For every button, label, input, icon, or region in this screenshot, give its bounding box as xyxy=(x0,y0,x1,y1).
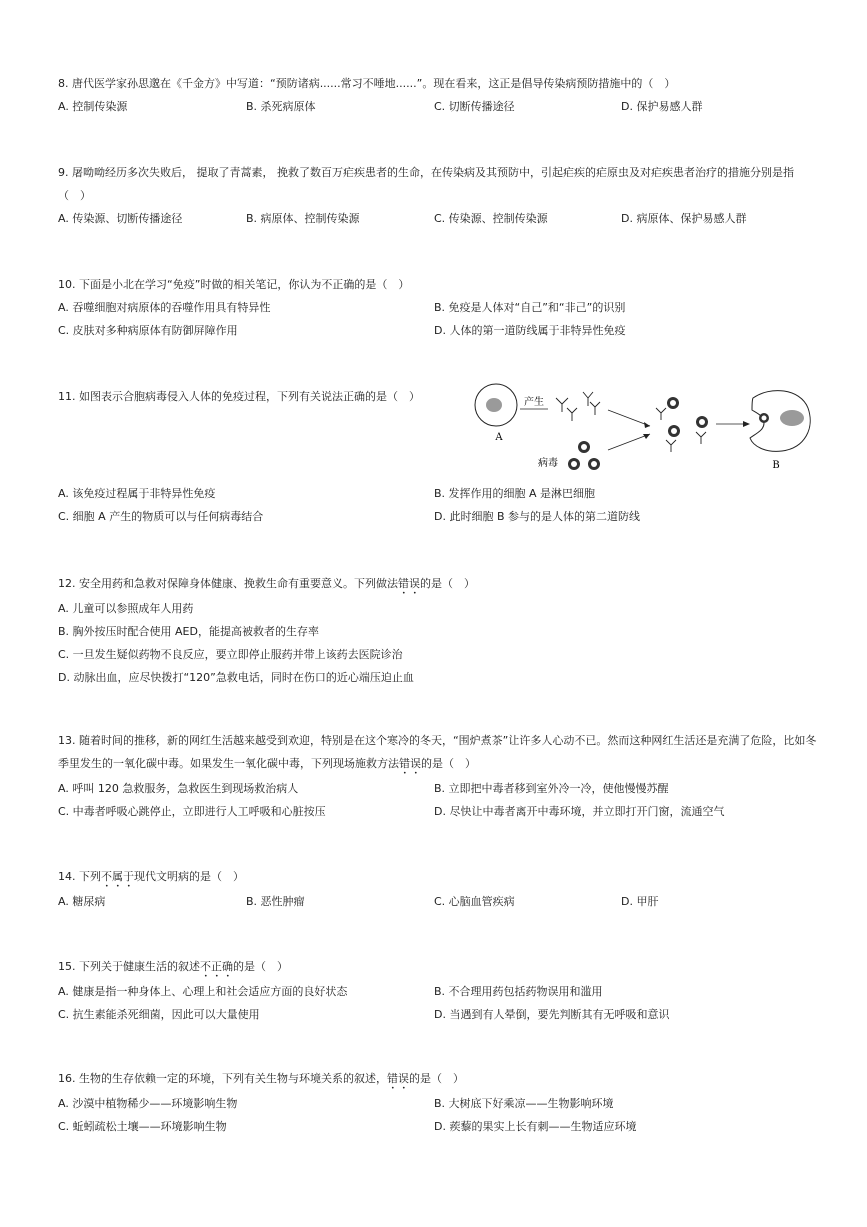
question-13-stem xyxy=(58,729,818,777)
label-b: B xyxy=(772,460,780,471)
option-a[interactable]: A. 沙漠中植物稀少——环境影响生物 xyxy=(58,1097,238,1110)
option-c[interactable]: C. 中毒者呼吸心跳停止，立即进行人工呼吸和心脏按压 xyxy=(58,805,326,818)
option-d[interactable]: D. 蒺藜的果实上长有刺——生物适应环境 xyxy=(434,1120,637,1133)
stem-text: 15. 下列关于健康生活的叙述 xyxy=(58,960,200,973)
stem-text-end: 现代文明病的是（ ） xyxy=(134,870,244,883)
question-12 xyxy=(58,572,818,689)
option-a[interactable]: A. 糖尿病 xyxy=(58,895,106,908)
stem-text: 13. 随着时间的推移，新的网红生活越来越受到欢迎，特别是在这个寒冷的冬天，“围炉煮茶”让许多人心动不已。然而这种网红生活还是充满了危险，比如冬季里发生的一氧化碳中毒。如果发生一氧化碳中毒，下列现场施救方法 xyxy=(58,734,817,770)
question-11-stem: 11. 如图表示合胞病毒侵入人体的免疫过程，下列有关说法正确的是（ ） xyxy=(58,390,420,403)
option-d[interactable]: D. 当遇到有人晕倒，要先判断其有无呼吸和意识 xyxy=(434,1008,670,1021)
question-14-options xyxy=(58,890,818,913)
option-a[interactable]: A. 呼叫 120 急救服务，急救医生到现场救治病人 xyxy=(58,782,299,795)
cell-b xyxy=(750,391,810,452)
stem-text-end: 的是（ ） xyxy=(421,757,476,770)
antibody-group-1 xyxy=(556,392,600,421)
question-16-options-row1 xyxy=(58,1092,818,1115)
option-a[interactable]: A. 儿童可以参照成年人用药 xyxy=(58,602,194,615)
stem-text: 16. 生物的生存依赖一定的环境，下列有关生物与环境关系的叙述， xyxy=(58,1072,387,1085)
option-d[interactable]: D. 病原体、保护易感人群 xyxy=(621,212,747,225)
question-11-options-row2 xyxy=(58,505,818,528)
option-c[interactable]: C. 抗生素能杀死细菌，因此可以大量使用 xyxy=(58,1008,260,1021)
question-8-options xyxy=(58,95,818,118)
option-d[interactable]: D. 动脉出血，应尽快拨打“120”急救电话，同时在伤口的近心端压迫止血 xyxy=(58,671,414,684)
question-8-stem: 8. 唐代医学家孙思邈在《千金方》中写道：“预防诸病......常习不唾地......”。现在看来，这正是倡导传染病预防措施中的（ ） xyxy=(58,77,676,90)
question-15-stem xyxy=(58,955,818,980)
option-d[interactable]: D. 人体的第一道防线属于非特异性免疫 xyxy=(434,324,626,337)
label-a: A xyxy=(495,432,503,443)
question-11-options-row1 xyxy=(58,482,818,505)
stem-text-end: 的是（ ） xyxy=(233,960,288,973)
virus-group xyxy=(568,441,600,470)
question-15-options-row2 xyxy=(58,1003,818,1026)
option-b[interactable]: B. 发挥作用的细胞 A 是淋巴细胞 xyxy=(434,487,596,500)
stem-text: 14. 下列 xyxy=(58,870,101,883)
question-12-stem xyxy=(58,572,818,597)
option-c[interactable]: C. 细胞 A 产生的物质可以与任何病毒结合 xyxy=(58,510,264,523)
option-d[interactable]: D. 此时细胞 B 参与的是人体的第二道防线 xyxy=(434,510,641,523)
option-d[interactable]: D. 保护易感人群 xyxy=(621,100,703,113)
antigen-antibody-complex xyxy=(656,397,708,452)
option-b[interactable]: B. 杀死病原体 xyxy=(246,100,316,113)
label-produce: 产生 xyxy=(524,397,544,408)
option-a[interactable]: A. 传染源、切断传播途径 xyxy=(58,212,183,225)
option-b[interactable]: B. 免疫是人体对“自己”和“非己”的识别 xyxy=(434,301,626,314)
emphasis-word: 错误 xyxy=(398,577,420,590)
option-c[interactable]: C. 切断传播途径 xyxy=(434,100,515,113)
label-virus: 病毒 xyxy=(538,458,558,469)
question-13-options-row1 xyxy=(58,777,818,800)
option-c[interactable]: C. 传染源、控制传染源 xyxy=(434,212,548,225)
question-16-stem xyxy=(58,1067,818,1092)
question-16-options-row2 xyxy=(58,1115,818,1138)
question-11-options xyxy=(58,482,818,528)
option-d[interactable]: D. 甲肝 xyxy=(621,895,659,908)
option-b[interactable]: B. 不合理用药包括药物误用和滥用 xyxy=(434,985,603,998)
question-9 xyxy=(58,161,818,230)
question-10-options-row2 xyxy=(58,319,818,342)
option-b[interactable]: B. 胸外按压时配合使用 AED，能提高被救者的生存率 xyxy=(58,625,319,638)
question-10 xyxy=(58,273,818,342)
question-10-options-row1 xyxy=(58,296,818,319)
question-9-stem: 9. 屠呦呦经历多次失败后， 提取了青蒿素， 挽救了数百万疟疾患者的生命，在传染病及其预防中，引起疟疾的疟原虫及对疟疾患者治疗的措施分别是指（ ） xyxy=(58,166,794,202)
question-16 xyxy=(58,1067,818,1138)
option-a[interactable]: A. 控制传染源 xyxy=(58,100,128,113)
question-10-stem: 10. 下面是小北在学习“免疫”时做的相关笔记，你认为不正确的是（ ） xyxy=(58,278,410,291)
option-b[interactable]: B. 病原体、控制传染源 xyxy=(246,212,360,225)
question-14-stem xyxy=(58,865,818,890)
question-8 xyxy=(58,72,818,118)
option-b[interactable]: B. 立即把中毒者移到室外冷一冷，使他慢慢苏醒 xyxy=(434,782,669,795)
option-a[interactable]: A. 该免疫过程属于非特异性免疫 xyxy=(58,487,216,500)
option-a[interactable]: A. 健康是指一种身体上、心理上和社会适应方面的良好状态 xyxy=(58,985,348,998)
question-14 xyxy=(58,865,818,913)
option-c[interactable]: C. 蚯蚓疏松土壤——环境影响生物 xyxy=(58,1120,227,1133)
question-15-options-row1 xyxy=(58,980,818,1003)
cell-a xyxy=(475,384,517,426)
option-b[interactable]: B. 恶性肿瘤 xyxy=(246,895,305,908)
stem-text-end: 的是（ ） xyxy=(420,577,475,590)
stem-text: 12. 安全用药和急救对保障身体健康、挽救生命有重要意义。下列做法 xyxy=(58,577,398,590)
emphasis-word: 错误 xyxy=(387,1072,409,1085)
stem-text-end: 的是（ ） xyxy=(409,1072,464,1085)
emphasis-word: 不正确 xyxy=(200,960,233,973)
option-b[interactable]: B. 大树底下好乘凉——生物影响环境 xyxy=(434,1097,614,1110)
question-13-options-row2 xyxy=(58,800,818,823)
option-c[interactable]: C. 一旦发生疑似药物不良反应，要立即停止服药并带上该药去医院诊治 xyxy=(58,648,403,661)
immune-process-figure xyxy=(470,378,815,478)
option-c[interactable]: C. 皮肤对多种病原体有防御屏障作用 xyxy=(58,324,238,337)
emphasis-word: 错误 xyxy=(399,757,421,770)
option-a[interactable]: A. 吞噬细胞对病原体的吞噬作用具有特异性 xyxy=(58,301,271,314)
option-c[interactable]: C. 心脑血管疾病 xyxy=(434,895,515,908)
question-13 xyxy=(58,729,818,823)
question-15 xyxy=(58,955,818,1026)
question-9-options xyxy=(58,207,818,230)
emphasis-word: 不属于 xyxy=(101,870,134,883)
option-d[interactable]: D. 尽快让中毒者离开中毒环境，并立即打开门窗，流通空气 xyxy=(434,805,725,818)
